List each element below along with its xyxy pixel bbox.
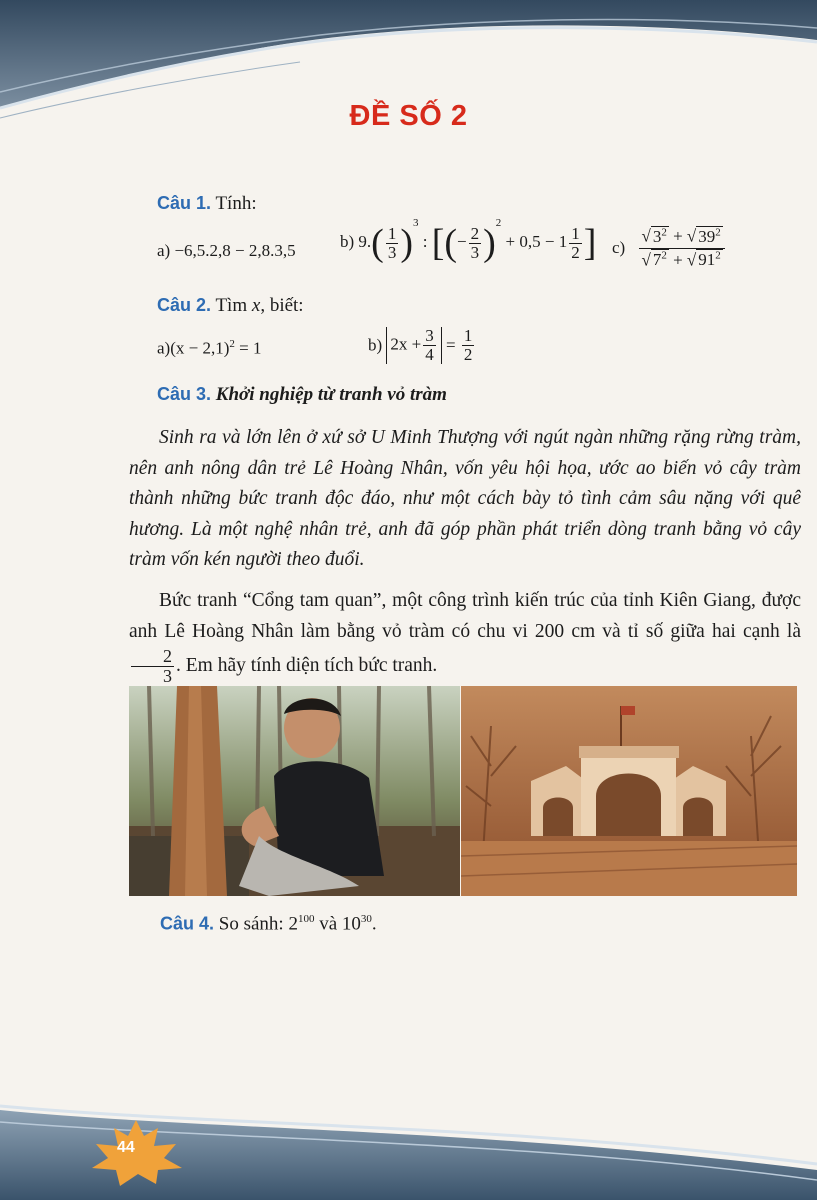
right-paren: ) xyxy=(400,222,413,264)
question-1-heading xyxy=(157,193,257,215)
tail-expression: + 0,5 − 1 xyxy=(505,231,568,251)
variable-x: x xyxy=(251,295,261,316)
question-1a xyxy=(157,241,296,261)
part-b-label: b) xyxy=(340,231,355,251)
ratio-fraction: $\frac{2}{3}$ xyxy=(131,647,174,686)
part-b-label: b) xyxy=(368,335,383,355)
question-1b: b) 9.( $\frac{1}{3}$ )$^3$ : [(− $\frac{2}{3}$ )$^2$ + 0,5 − 1 $\frac{1}{2}$ ] xyxy=(340,217,597,264)
fraction-one-third: $\frac{1}{3}$ xyxy=(387,223,397,262)
conjunction: và xyxy=(319,913,338,935)
question-2a: $a)(x - 2,1)^2 = 1$ xyxy=(157,338,262,358)
problem-text-end: . Em hãy tính diện tích bức tranh. xyxy=(176,654,438,676)
question-2b: b) 2x + $\frac{3}{4}$ = $\frac{1}{2}$ xyxy=(368,326,473,364)
question-4-text: So sánh: xyxy=(218,913,284,935)
problem-paragraph xyxy=(129,586,801,686)
colon-operator: : xyxy=(422,231,428,251)
absolute-value: 2x + $\frac{3}{4}$ xyxy=(386,327,441,364)
left-paren: ( xyxy=(371,222,384,264)
right-bracket: ] xyxy=(583,222,597,264)
fraction-radicals: $\frac{√ 3^2 + √ 39^2}{√ 7^2 + √ 91^2}$ xyxy=(639,227,724,269)
part-a-label: a) xyxy=(157,338,171,358)
part-c-label: c) xyxy=(612,238,626,257)
question-2-heading xyxy=(157,295,304,317)
page-number: 44 xyxy=(117,1139,135,1156)
artist-photo xyxy=(129,686,460,896)
question-2-text: Tìm xyxy=(215,295,252,316)
fraction-one-half: $\frac{1}{2}$ xyxy=(571,223,580,262)
right-paren-2: ) xyxy=(483,222,496,264)
question-1-text: Tính: xyxy=(215,193,257,214)
equals-one: = 1 xyxy=(239,338,262,358)
question-4: Câu 4. So sánh: $2^{100}$ và $10^{30}$. xyxy=(160,913,377,935)
fraction-one-half: $\frac{1}{2}$ xyxy=(463,326,473,364)
question-3-label: Câu 3. xyxy=(157,384,212,404)
fraction-two-thirds: $\frac{2}{3}$ xyxy=(470,223,480,262)
part-a-label: a) xyxy=(157,241,171,260)
question-2-label: Câu 2. xyxy=(157,295,212,315)
gate-painting xyxy=(461,686,797,896)
expression-2a: (x − 2,1) xyxy=(170,338,230,358)
question-3-heading xyxy=(157,384,447,406)
story-paragraph: Sinh ra và lớn lên ở xứ sở U Minh Thượng với ngút ngàn những rặng rừng tràm, nên anh nông dân trẻ Lê Hoàng Nhân, vốn yêu hội họa, ước ao biến vỏ cây tràm thành những bức tranh độc đáo, như một cách bày tỏ tình cảm sâu nặng với quê hương. Là một nghệ nhân trẻ, anh đã góp phần phát triển dòng tranh bằng vỏ cây tràm vốn kén người theo đuổi. xyxy=(129,427,801,570)
question-3-title: Khởi nghiệp từ tranh vỏ tràm xyxy=(215,384,447,405)
question-1c xyxy=(612,227,727,269)
maple-leaf-icon xyxy=(86,1118,186,1188)
page-title: ĐỀ SỐ 2 xyxy=(349,100,468,132)
left-paren-2: ( xyxy=(444,222,458,264)
power-base-2: 2 xyxy=(288,913,298,935)
expression-1a: −6,5.2,8 − 2,8.3,5 xyxy=(174,241,296,260)
power-base-10: 10 xyxy=(341,913,361,935)
question-4-label: Câu 4. xyxy=(160,913,215,934)
question-2-text-end: , biết: xyxy=(260,295,304,316)
left-bracket: [ xyxy=(431,222,445,264)
coefficient-9: 9. xyxy=(358,231,372,251)
problem-text: Bức tranh “Cổng tam quan”, một công trình kiến trúc của tỉnh Kiên Giang, được anh Lê Hoàng Nhân làm bằng vỏ tràm có chu vi 200 cm và tỉ số giữa hai cạnh là xyxy=(129,590,801,642)
question-1-label: Câu 1. xyxy=(157,193,212,213)
